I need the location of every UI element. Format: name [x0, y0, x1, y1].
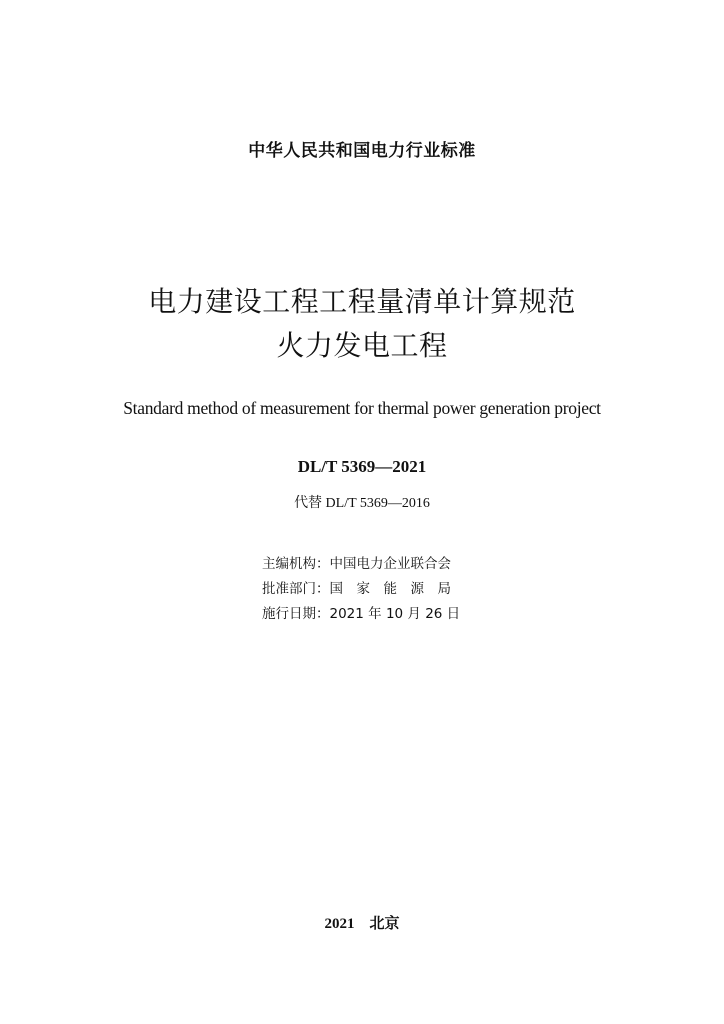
info-label: 施行日期： [262, 606, 330, 622]
standard-code: DL/T 5369—2021 [297, 457, 427, 476]
issuer-heading: 中华人民共和国电力行业标准 [248, 141, 476, 161]
info-row-editor [262, 552, 460, 577]
publication-footer: 2021 北京 [324, 916, 400, 932]
document-title-line-2: 火力发电工程 [276, 329, 448, 362]
info-label: 批准部门： [262, 581, 330, 597]
info-value: 国 家 能 源 局 [329, 581, 451, 597]
info-value: 2021 年 10 月 26 日 [329, 606, 461, 622]
info-value: 中国电力企业联合会 [329, 556, 451, 572]
english-title: Standard method of measurement for thermal power generation project [123, 398, 601, 418]
info-row-effective-date [262, 602, 460, 627]
info-label: 主编机构： [262, 556, 330, 572]
publication-info [262, 552, 460, 627]
replaces-standard: 代替 DL/T 5369—2016 [294, 496, 430, 511]
document-title-line-1: 电力建设工程工程量清单计算规范 [148, 285, 576, 318]
info-row-approver [262, 577, 460, 602]
